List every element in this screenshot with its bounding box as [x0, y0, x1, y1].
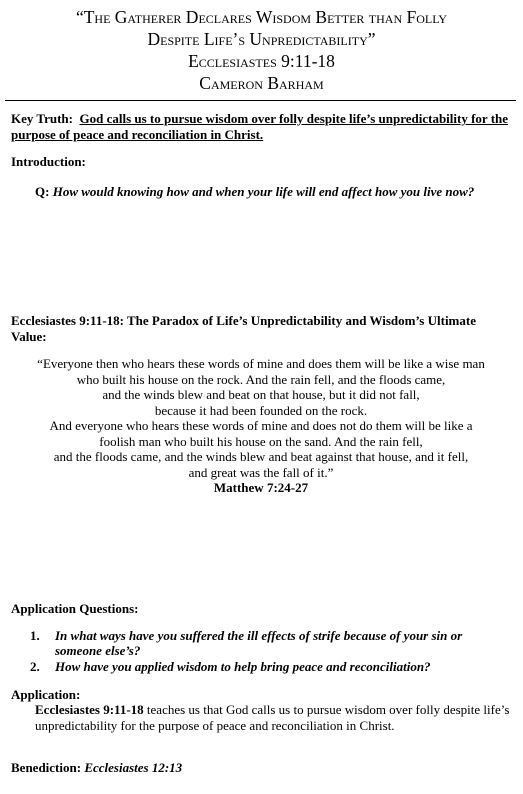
- quote-line: who built his house on the rock. And the rain fell, and the floods came,: [76, 371, 446, 387]
- list-item-number: 1.: [30, 628, 40, 643]
- application-questions-list: [11, 628, 511, 675]
- quote-line: “Everyone then who hears these words of mine and does them will be like a wise man: [37, 356, 485, 371]
- list-item: [11, 628, 511, 658]
- scripture-quote: [11, 356, 511, 496]
- application-questions-heading: Application Questions:: [11, 601, 139, 616]
- introduction-heading: Introduction:: [11, 154, 86, 169]
- list-item-text: In what ways have you suffered the ill effects of strife because of your sin or someone else’s?: [55, 628, 463, 658]
- header-divider: [5, 100, 516, 101]
- author-name: Cameron Barham: [199, 73, 324, 93]
- title-line-1: “The Gatherer Declares Wisdom Better than Folly: [75, 7, 448, 27]
- quote-reference: Matthew 7:24-27: [213, 480, 309, 495]
- quote-line: and great was the fall of it.”: [188, 464, 334, 480]
- quote-line: because it had been founded on the rock.: [154, 402, 368, 418]
- benediction: [11, 760, 511, 776]
- intro-question: [35, 184, 511, 200]
- list-item: [11, 659, 511, 674]
- quote-line: and the floods came, and the winds blew and beat against that house, and it fell,: [53, 449, 469, 464]
- passage-reference: Ecclesiastes 9:11-18: [188, 51, 335, 71]
- key-truth-label: Key Truth:: [11, 111, 73, 126]
- section-heading: Ecclesiastes 9:11-18: The Paradox of Life’s Unpredictability and Wisdom’s Ultimate Value:: [11, 313, 476, 344]
- benediction-label: Benediction:: [11, 760, 82, 775]
- application-body: teaches us that God calls us to pursue wisdom over folly despite life’s unpredictability for the purpose of peace and reconciliation in Christ.: [35, 702, 510, 733]
- key-truth-text: God calls us to pursue wisdom over folly despite life’s unpredictability for the purpose of peace and reconciliation in Christ.: [11, 111, 509, 142]
- question-label: Q:: [35, 184, 50, 199]
- list-item-text: How have you applied wisdom to help bring peace and reconciliation?: [55, 659, 431, 674]
- application-text: [35, 702, 511, 734]
- quote-line: and the winds blew and beat on that house, but it did not fall,: [102, 387, 420, 402]
- application-heading: Application:: [11, 687, 81, 702]
- benediction-reference: Ecclesiastes 12:13: [84, 760, 183, 775]
- quote-line: foolish man who built his house on the sand. And the rain fell,: [99, 433, 423, 449]
- list-item-number: 2.: [30, 659, 40, 674]
- key-truth: [11, 111, 511, 143]
- title-line-2: Despite Life’s Unpredictability”: [147, 29, 376, 49]
- document-header: [0, 6, 523, 94]
- quote-line: And everyone who hears these words of mine and does not do them will be like a: [49, 418, 473, 433]
- application-reference: Ecclesiastes 9:11-18: [35, 702, 144, 717]
- question-text: How would knowing how and when your life will end affect how you live now?: [52, 184, 475, 199]
